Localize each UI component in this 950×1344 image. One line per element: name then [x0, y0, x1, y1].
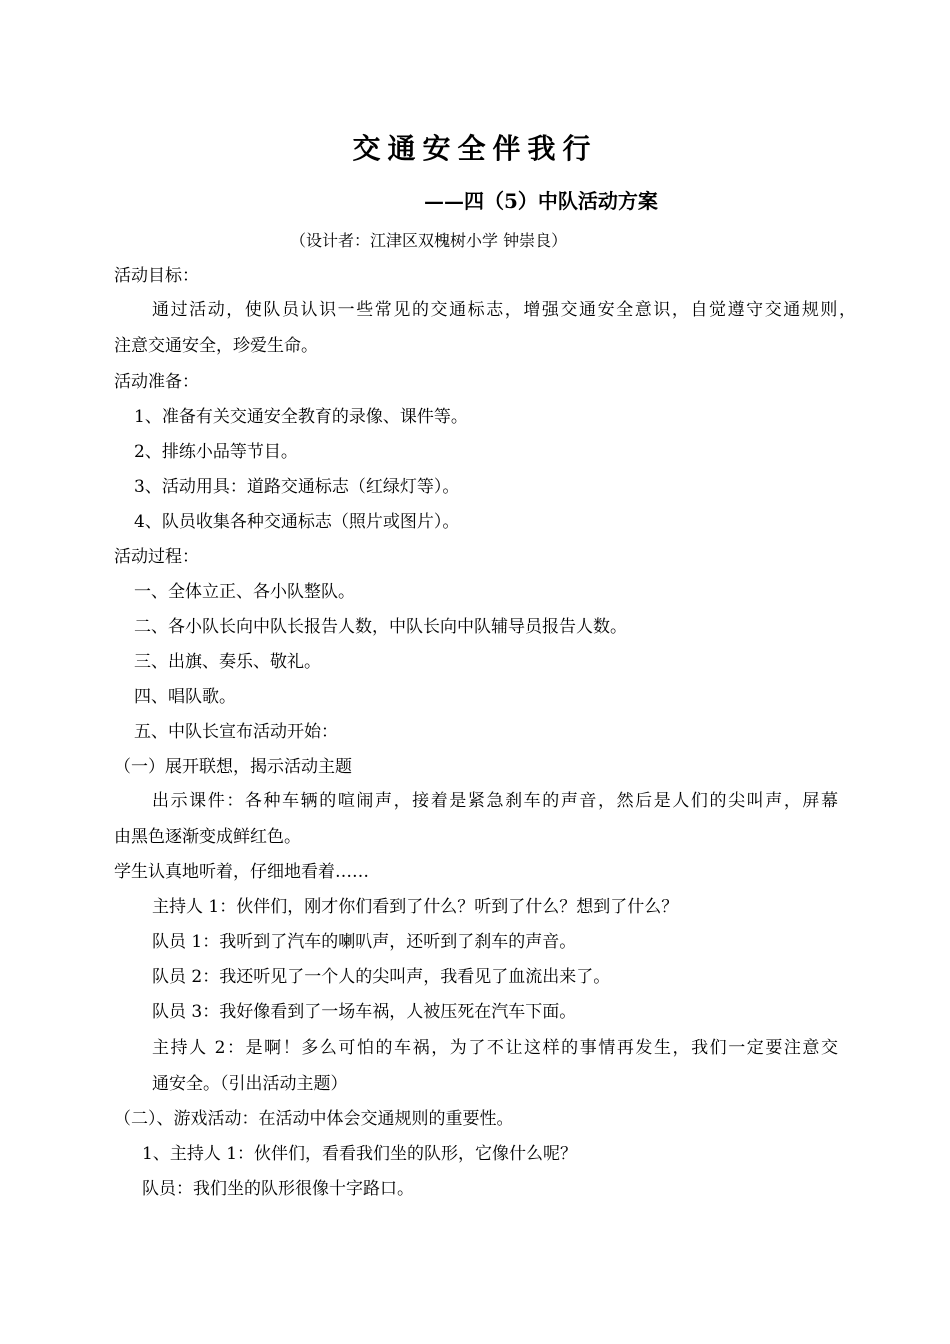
designer-credit: （设计者：江津区双槐树小学 钟崇良） — [290, 231, 568, 250]
paragraph-line: 出示课件：各种车辆的喧闹声，接着是紧急刹车的声音，然后是人们的尖叫声，屏幕 — [152, 791, 838, 811]
paragraph-line: 学生认真地听着，仔细地看着…… — [114, 862, 369, 882]
dialogue-line: 队员 3：我好像看到了一场车祸，人被压死在汽车下面。 — [152, 1002, 577, 1022]
dialogue-line: 队员 1：我听到了汽车的喇叭声，还听到了刹车的声音。 — [152, 932, 577, 952]
document-subtitle: ——四（5）中队活动方案 — [424, 189, 658, 213]
dialogue-line: 主持人 1：伙伴们，刚才你们看到了什么？听到了什么？想到了什么？ — [152, 897, 679, 917]
paragraph-line: 由黑色逐渐变成鲜红色。 — [114, 827, 301, 847]
dialogue-line: 1、主持人 1：伙伴们，看看我们坐的队形，它像什么呢？ — [142, 1144, 578, 1164]
section-heading-preparation: 活动准备： — [114, 372, 199, 392]
list-item: 三、出旗、奏乐、敬礼。 — [134, 652, 321, 672]
document-title: 交通安全伴我行 — [352, 132, 598, 165]
list-item: 二、各小队长向中队长报告人数，中队长向中队辅导员报告人数。 — [134, 617, 627, 637]
list-item: 一、全体立正、各小队整队。 — [134, 582, 355, 602]
list-item: 2、排练小品等节目。 — [134, 442, 298, 462]
paragraph-line: 通过活动，使队员认识一些常见的交通标志，增强交通安全意识，自觉遵守交通规则， — [152, 300, 856, 320]
subsection-heading: （二）、游戏活动：在活动中体会交通规则的重要性。 — [114, 1109, 514, 1129]
list-item: 4、队员收集各种交通标志（照片或图片）。 — [134, 512, 460, 532]
list-item: 四、唱队歌。 — [134, 687, 236, 707]
subsection-heading: （一）展开联想，揭示活动主题 — [114, 757, 352, 777]
dialogue-line: 通安全。（引出活动主题） — [152, 1074, 348, 1094]
dialogue-line: 队员 2：我还听见了一个人的尖叫声，我看见了血流出来了。 — [152, 967, 611, 987]
dialogue-line: 队员：我们坐的队形很像十字路口。 — [142, 1179, 414, 1199]
section-heading-process: 活动过程： — [114, 547, 199, 567]
list-item: 1、准备有关交通安全教育的录像、课件等。 — [134, 407, 468, 427]
list-item: 3、活动用具：道路交通标志（红绿灯等）。 — [134, 477, 460, 497]
dialogue-line: 主持人 2：是啊！多么可怕的车祸，为了不让这样的事情再发生，我们一定要注意交 — [152, 1038, 838, 1058]
list-item: 五、中队长宣布活动开始： — [134, 722, 338, 742]
paragraph-line: 注意交通安全，珍爱生命。 — [114, 336, 318, 356]
section-heading-goals: 活动目标： — [114, 266, 199, 286]
